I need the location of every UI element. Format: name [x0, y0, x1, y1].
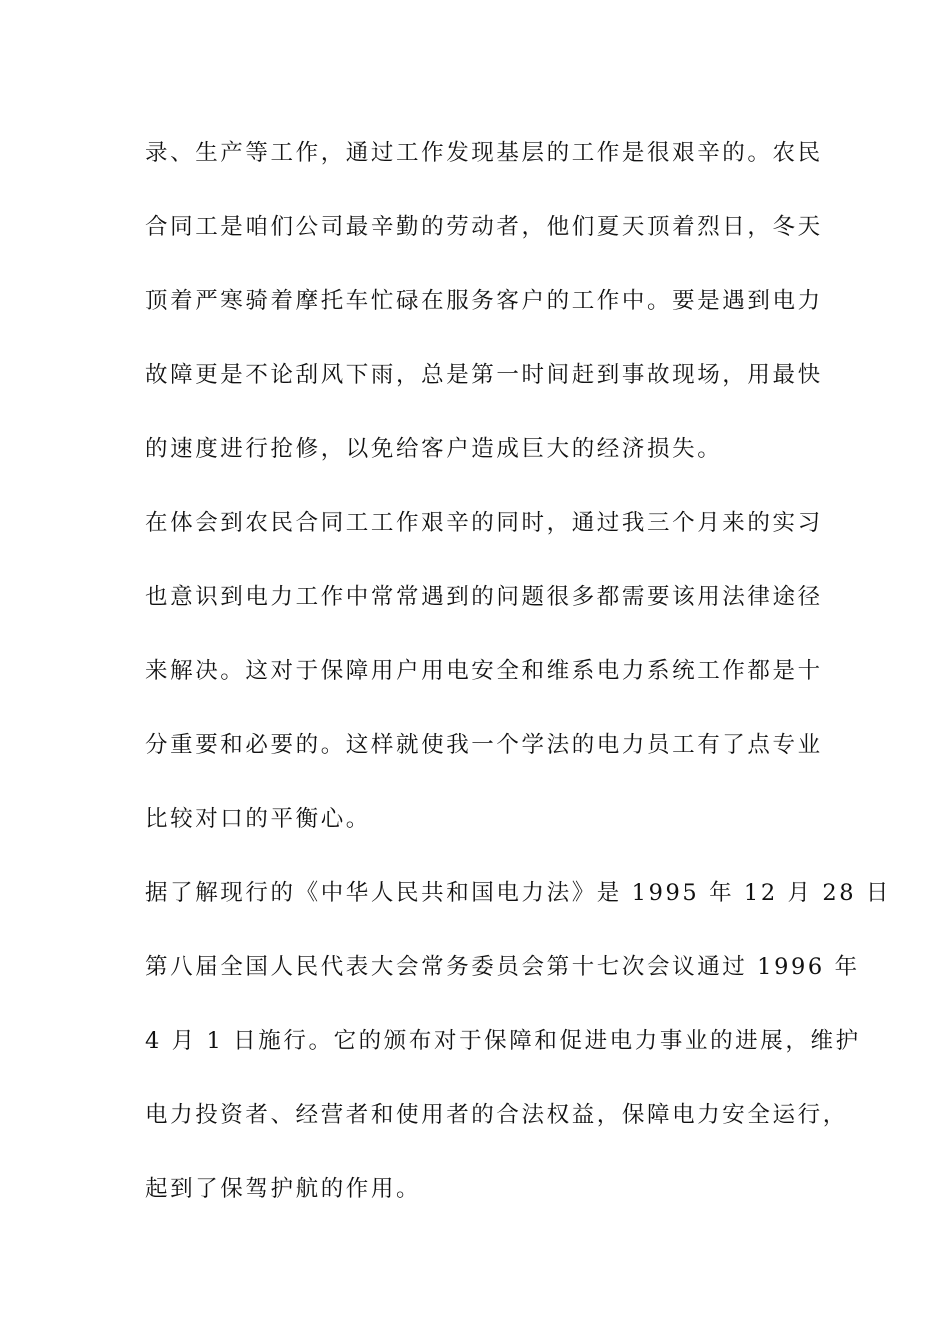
text-line: 电力投资者、经营者和使用者的合法权益，保障电力安全运行， — [145, 1102, 848, 1128]
text-line: 合同工是咱们公司最辛勤的劳动者，他们夏天顶着烈日，冬天 — [145, 214, 823, 240]
text-line: 据了解现行的《中华人民共和国电力法》是 1995 年 12 月 28 日 — [145, 880, 892, 906]
text-line: 的速度进行抢修，以免给客户造成巨大的经济损失。 — [145, 436, 723, 462]
text-line: 比较对口的平衡心。 — [145, 806, 371, 832]
text-line: 4 月 1 日施行。它的颁布对于保障和促进电力事业的进展，维护 — [145, 1028, 861, 1054]
text-line: 录、生产等工作，通过工作发现基层的工作是很艰辛的。农民 — [145, 140, 823, 166]
body-text — [145, 128, 892, 1238]
text-line: 来解决。这对于保障用户用电安全和维系电力系统工作都是十 — [145, 658, 823, 684]
text-line: 故障更是不论刮风下雨，总是第一时间赶到事故现场，用最快 — [145, 362, 823, 388]
text-line: 顶着严寒骑着摩托车忙碌在服务客户的工作中。要是遇到电力 — [145, 288, 823, 314]
text-line: 在体会到农民合同工工作艰辛的同时，通过我三个月来的实习 — [145, 510, 823, 536]
text-line: 分重要和必要的。这样就使我一个学法的电力员工有了点专业 — [145, 732, 823, 758]
text-line: 也意识到电力工作中常常遇到的问题很多都需要该用法律途径 — [145, 584, 823, 610]
text-line: 起到了保驾护航的作用。 — [145, 1176, 422, 1202]
text-line: 第八届全国人民代表大会常务委员会第十七次会议通过 1996 年 — [145, 954, 860, 980]
